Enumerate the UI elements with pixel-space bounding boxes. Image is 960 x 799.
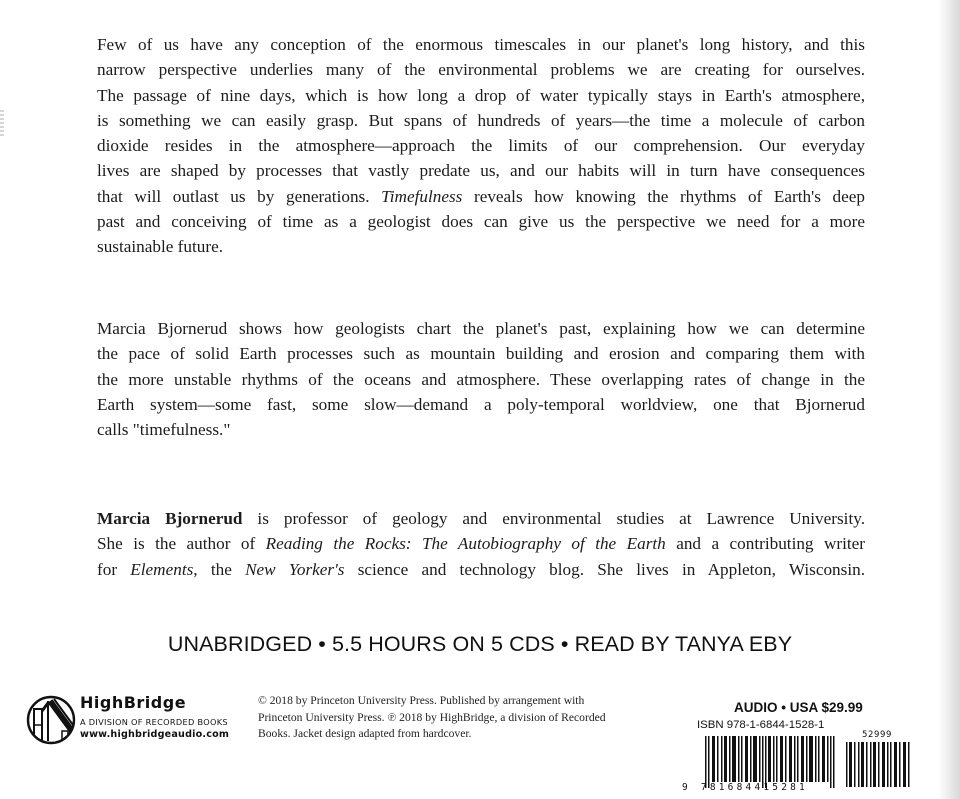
copyright-notice — [258, 693, 638, 743]
isbn-barcode-icon — [705, 736, 835, 788]
text-line: dioxide resides in the atmosphere—approach the limits of our comprehension. Our everyday — [97, 136, 865, 156]
description-paragraph-2 — [97, 316, 865, 442]
publisher-name: HighBridge — [80, 693, 187, 712]
text-line: the pace of solid Earth processes such as mountain building and erosion and comparing them with — [97, 344, 865, 364]
audiobook-format-line: UNABRIDGED • 5.5 HOURS ON 5 CDS • READ BY TANYA EBY — [167, 632, 793, 656]
barcode-lead-digit: 9 — [682, 782, 691, 793]
isbn-label: ISBN 978-1-6844-1528-1 — [697, 719, 825, 731]
text-line: Princeton University Press. ℗ 2018 by HighBridge, a division of Recorded — [258, 710, 606, 724]
text-line: Books. Jacket design adapted from hardcover. — [258, 727, 472, 740]
highbridge-bridge-logo-icon — [26, 695, 76, 745]
text-line: The passage of nine days, which is how long a drop of water typically stays in Earth's atmosphere, — [97, 85, 865, 105]
text-line: narrow perspective underlies many of the environmental problems we are creating for ourselves. — [97, 60, 865, 80]
text-segment: She is the author of — [97, 534, 266, 554]
publisher-url[interactable]: www.highbridgeaudio.com — [80, 729, 230, 740]
text-segment: for — [97, 559, 131, 579]
description-paragraph-1 — [97, 32, 865, 260]
text-segment: that will outlast us by generations. — [97, 186, 382, 206]
text-segment: is professor of geology and environmental studies at Lawrence University. — [242, 509, 865, 528]
publisher-division: A DIVISION OF RECORDED BOOKS — [80, 717, 228, 727]
text-line: past and conceiving of time as a geologist does can give us the perspective we need for a more — [97, 212, 865, 232]
text-line: lives are shaped by processes that vastly predate us, and our habits will in turn have consequences — [97, 161, 865, 181]
text-line — [97, 557, 865, 582]
price-label: AUDIO • USA $29.99 — [734, 700, 863, 715]
text-line — [97, 531, 865, 556]
barcode-number: 781684415281 — [700, 782, 808, 793]
text-segment: reveals how knowing the rhythms of Earth's deep — [462, 186, 865, 206]
book-title: Reading the Rocks: The Autobiography of the Earth — [265, 534, 666, 554]
text-line — [97, 506, 865, 531]
publisher-brand — [80, 694, 229, 741]
author-bio — [97, 506, 865, 582]
price-addon-code: 52999 — [862, 730, 893, 740]
text-line: calls "timefulness." — [97, 420, 231, 440]
scan-edge-mark — [0, 110, 4, 136]
publication-title: Elements — [130, 559, 194, 579]
author-name: Marcia Bjornerud — [97, 509, 243, 528]
price-addon-barcode-icon — [846, 742, 912, 787]
text-line: Marcia Bjornerud shows how geologists chart the planet's past, explaining how we can determine — [97, 319, 865, 338]
scan-edge-shadow — [938, 0, 960, 799]
text-line: © 2018 by Princeton University Press. Published by arrangement with — [258, 694, 585, 707]
text-line — [97, 184, 865, 209]
text-line: is something we can easily grasp. But spans of hundreds of years—the time a molecule of carbon — [97, 110, 865, 130]
text-segment: and a contributing writer — [665, 534, 865, 554]
text-segment: science and technology blog. She lives in Appleton, Wisconsin. — [344, 559, 865, 579]
text-line: the more unstable rhythms of the oceans and atmosphere. These overlapping rates of change in the — [97, 369, 865, 389]
text-line: Earth system—some fast, some slow—demand a poly-temporal worldview, one that Bjornerud — [97, 394, 865, 414]
text-line: Few of us have any conception of the enormous timescales in our planet's long history, and this — [97, 35, 865, 54]
text-line: sustainable future. — [97, 237, 224, 257]
barcode-digits — [682, 782, 808, 793]
publication-title: New Yorker's — [245, 559, 345, 579]
book-title: Timefulness — [381, 186, 463, 206]
text-segment: , the — [193, 559, 246, 579]
